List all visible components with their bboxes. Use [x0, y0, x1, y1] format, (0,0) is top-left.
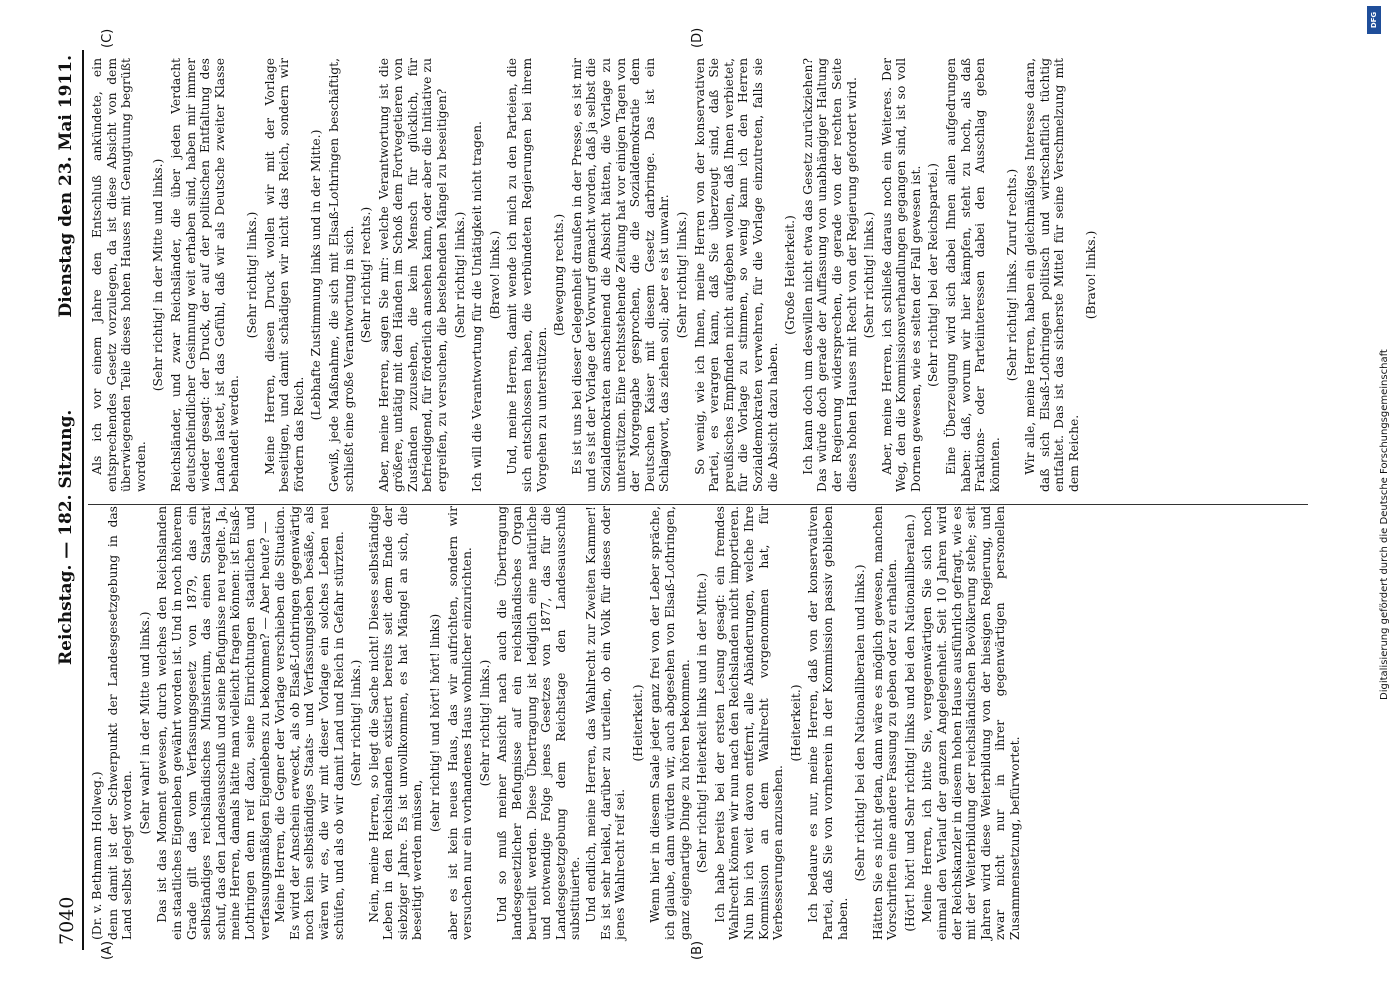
paragraph: Meine Herren, die Gegner der Vorlage verschieben die Situation. Es wird der Anschein erweckt, als ob Elsaß-Lothringen gegenwärtig noch kein selbständiges Staats- und Verfassungsleben besäße, als wären wir es, die wir mit dieser Vorlage ein solches Leben neu schüfen, und als ob wir damit Land und Reich in Gefahr stürzten.	[273, 506, 346, 940]
paragraph: Und, meine Herren, damit wende ich mich zu den Parteien, die sich entschlossen haben, die verbündeten Regierungen bei ihrem Vorgehen zu unterstützen.	[505, 58, 549, 492]
interjection: (Sehr richtig! rechts.)	[359, 206, 374, 344]
paragraph: Meine Herren, ich bitte Sie, vergegenwärtigen Sie sich noch einmal den Verlauf der ganzen Angelegenheit. Seit 10 Jahren wird der Reichskanzler in diesem hohen Hause ausführlich gefragt, wie es mit der Weiterbildung der reichsländischen Bevölkerung stehe; seit Jahren wird diese Weiterbildung von der hiesigen Regierung, und zwar nicht nur in ihrer gegenwärtigen personellen Zusammensetzung, befürwortet.	[920, 506, 1023, 940]
paragraph: Gewiß, jede Maßnahme, die sich mit Elsaß-Lothringen beschäftigt, schließt eine große Verantwortung in sich.	[326, 58, 356, 492]
paragraph: Das ist das Moment gewesen, durch welches den Reichslanden ein staatliches Eigenleben gewährt worden ist. Und in noch höherem Grade gilt das vom Verfassungsgesetz von 1879, das ein selbständiges reichsländisches Ministerium, das einen Staatsrat schuf, das den Landesausschuß und seine Befugnisse neu regelte. Ja, meine Herren, damals hätte man vielleicht fragen können: ist Elsaß-Lothringen denn reif dazu, seine Einrichtungen staatlichen und verfassungsmäßigen Eigenlebens zu bekommen? — Aber heute? —	[155, 506, 272, 940]
left-column	[90, 506, 1024, 940]
paragraph: aber es ist kein neues Haus, das wir aufrichten, sondern wir versuchen nur ein vorhandenes Haus wohnlicher einzurichten.	[445, 506, 475, 940]
dfg-logo	[1367, 6, 1381, 34]
credit-text: Digitalisierung gefördert durch die Deutsche Forschungsgemeinschaft	[1379, 349, 1390, 700]
interjection: (sehr richtig! und hört! hört! links)	[428, 613, 443, 833]
interjection: (Sehr richtig! links.)	[244, 211, 259, 339]
interjection: (Sehr richtig! bei den Nationalliberalen und links.)	[853, 564, 868, 882]
paragraph: Meine Herren, diesen Druck wollen wir mit der Vorlage beseitigen, und damit schädigen wir nicht das Reich, sondern wir fördern das Reich.	[262, 58, 306, 492]
paragraph: Aber, meine Herren, sagen Sie mir: welche Verantwortung ist die größere, untätig mit den Händen im Schoß dem Fortvegetieren von Zuständen zuzusehen, die kein Mensch für glücklich, für befriedigend, für förderlich ansehen kann, oder aber die Initiative zu ergreifen, zu versuchen, die bestehenden Mängel zu beseitigen?	[376, 58, 450, 492]
paragraph: Und endlich, meine Herren, das Wahlrecht zur Zweiten Kammer! Es ist sehr heikel, darüber zu urteilen, ob ein Volk für dieses oder jenes Wahlrecht reif sei.	[584, 506, 628, 940]
interjection: (Bravo! links.)	[1084, 230, 1099, 320]
interjection: (Bewegung rechts.)	[552, 213, 567, 337]
paragraph: denn damit ist der Schwerpunkt der Landesgesetzgebung in das Land selbst gelegt worden.	[105, 506, 135, 940]
dfg-logo-text: DFG	[1370, 11, 1378, 29]
paragraph: Eine Überzeugung wird sich dabei Ihnen allen aufgedrungen haben: daß, worum wir hier kämpfen, steht zu hoch, als daß Fraktions- oder Parteiinteressen dabei den Ausschlag geben könnten.	[944, 58, 1002, 492]
paragraph: Und so muß meiner Ansicht nach auch die Übertragung landesgesetzlicher Befugnisse auf ein reichsländisches Organ beurteilt werden. Diese Übertragung ist lediglich eine natürliche und notwendige Folge jenes Gesetzes von 1877, das für die Landesgesetzgebung dem Reichstage den Landesausschuß substituierte.	[495, 506, 583, 940]
margin-marker-b: (B)	[690, 940, 705, 960]
interjection: (Lebhafte Zustimmung links und in der Mitte.)	[309, 129, 324, 421]
interjection: (Heiterkeit.)	[788, 684, 803, 762]
paragraph: Hätten Sie es nicht getan, dann wäre es möglich gewesen, manchen Vorschriften eine andere Fassung zu geben oder zu erhalten.	[870, 506, 900, 940]
paragraph: So wenig, wie ich Ihnen, meine Herren von der konservativen Partei, es verargen kann, daß Sie überzeugt sind, daß Sie preußisches Empfinden nicht aufgeben wollen, daß Ihnen verbietet, für die Vorlage zu stimmen, so wenig kann ich den Herren Sozialdemokraten verwehren, für die Vorlage einzutreten, falls sie die Absicht dazu haben.	[692, 58, 780, 492]
interjection: (Hört! hört! und Sehr richtig! links und bei den Nationalliberalen.)	[902, 514, 917, 932]
margin-marker-c: (C)	[100, 28, 115, 48]
session-date: Dienstag den 23. Mai 1911.	[56, 55, 76, 318]
paragraph: Ich will die Verantwortung für die Untätigkeit nicht tragen.	[470, 121, 485, 492]
column-divider	[88, 504, 1308, 505]
paragraph: Nein, meine Herren, so liegt die Sache nicht! Dieses selbständige Leben in den Reichslanden existiert bereits seit dem Ende der siebziger Jahre. Es ist unvollkommen, es hat Mängel an sich, die beseitigt werden müssen,	[366, 506, 425, 940]
margin-marker-d: (D)	[690, 27, 705, 48]
interjection: (Sehr richtig! bei der Reichspartei.)	[926, 163, 941, 387]
paragraph: Ich bedaure es nur, meine Herren, daß von der konservativen Partei, daß Sie von vornherein in der Kommission passiv geblieben haben.	[806, 506, 850, 940]
paragraph: Reichsländer, und zwar Reichsländer, die über jeden Verdacht deutschfeindlicher Gesinnung weit erhaben sind, haben mir immer wieder gesagt: der Druck, der auf der politischen Entfaltung des Landes lastet, ist das Gefühl, daß wir als Deutsche zweiter Klasse behandelt werden.	[168, 58, 242, 492]
paragraph: Wir alle, meine Herren, haben ein gleichmäßiges Interesse daran, daß sich Elsaß-Lothringen politisch und wirtschaftlich tüchtig entfaltet. Das ist das sicherste Mittel für seine Verschmelzung mit dem Reiche.	[1023, 58, 1081, 492]
interjection: (Sehr richtig! links.)	[349, 659, 364, 787]
speaker-label: (Dr. v. Bethmann Hollweg.)	[90, 771, 104, 940]
interjection: (Sehr richtig! links.)	[477, 659, 492, 787]
interjection: (Sehr richtig! links. Zuruf rechts.)	[1005, 168, 1020, 382]
paragraph: Wenn hier in diesem Saale jeder ganz frei von der Leber spräche, ich glaube, dann würden wir, auch abgesehen von Elsaß-Lothringen, ganz eigenartige Dinge zu hören bekommen.	[648, 506, 692, 940]
paragraph: Es ist uns bei dieser Gelegenheit draußen in der Presse, es ist mir und es ist der Vorlage der Vorwurf gemacht worden, daß ja selbst die Sozialdemokraten anscheinend die Absicht hätten, die Vorlage zu unterstützen. Eine rechtsstehende Zeitung hat vor einigen Tagen von der Morgengabe gesprochen, die die Sozialdemokratie dem Deutschen Kaiser mit diesem Gesetz darbringe. Das ist ein Schlagwort, das ziehen soll; aber es ist unwahr.	[569, 58, 672, 492]
interjection: (Sehr richtig! Heiterkeit links und in der Mitte.)	[695, 572, 710, 874]
interjection: (Sehr richtig! in der Mitte und links.)	[151, 158, 166, 392]
page-number: 7040	[56, 896, 78, 945]
session-title: Reichstag. — 182. Sitzung.	[56, 409, 76, 665]
interjection: (Heiterkeit.)	[630, 684, 645, 762]
footer-credit	[1365, 0, 1390, 1000]
right-column	[90, 58, 1102, 492]
page-header	[52, 55, 80, 945]
paragraph: Ich kann doch um deswillen nicht etwa das Gesetz zurückziehen? Das würde doch gerade der Auffassung von unabhängiger Haltung der Regierung widersprechen, die gerade von der rechten Seite dieses hohen Hauses mit Recht von der Regierung gefordert wird.	[800, 58, 859, 492]
interjection: (Sehr richtig! links.)	[452, 211, 467, 339]
paragraph: Ich habe bereits bei der ersten Lesung gesagt: ein fremdes Wahlrecht können wir nun nach den Reichslanden nicht importieren. Nun bin ich weit davon entfernt, alle Abänderungen, welche Ihre Kommission an dem Wahlrecht vorgenommen hat, für Verbesserungen anzusehen.	[712, 506, 786, 940]
margin-marker-a: (A)	[100, 940, 115, 960]
interjection: (Sehr richtig! links.)	[674, 211, 689, 339]
interjection: (Große Heiterkeit.)	[783, 215, 798, 335]
paragraph: Als ich vor einem Jahre den Entschluß ankündete, ein entsprechendes Gesetz vorzulegen, da ist diese Absicht von dem überwiegenden Teile dieses hohen Hauses mit Genugtuung begrüßt worden.	[90, 58, 148, 492]
interjection: (Bravo! links.)	[487, 230, 502, 320]
paragraph: Aber, meine Herren, ich schließe daraus noch ein Weiteres. Der Weg, den die Kommissionsverhandlungen gegangen sind, ist so voll Dornen gewesen, wie es selten der Fall gewesen ist.	[879, 58, 923, 492]
interjection: (Sehr richtig! links.)	[862, 211, 877, 339]
interjection: (Sehr wahr! in der Mitte und links.)	[137, 611, 152, 835]
header-rule	[82, 50, 84, 950]
